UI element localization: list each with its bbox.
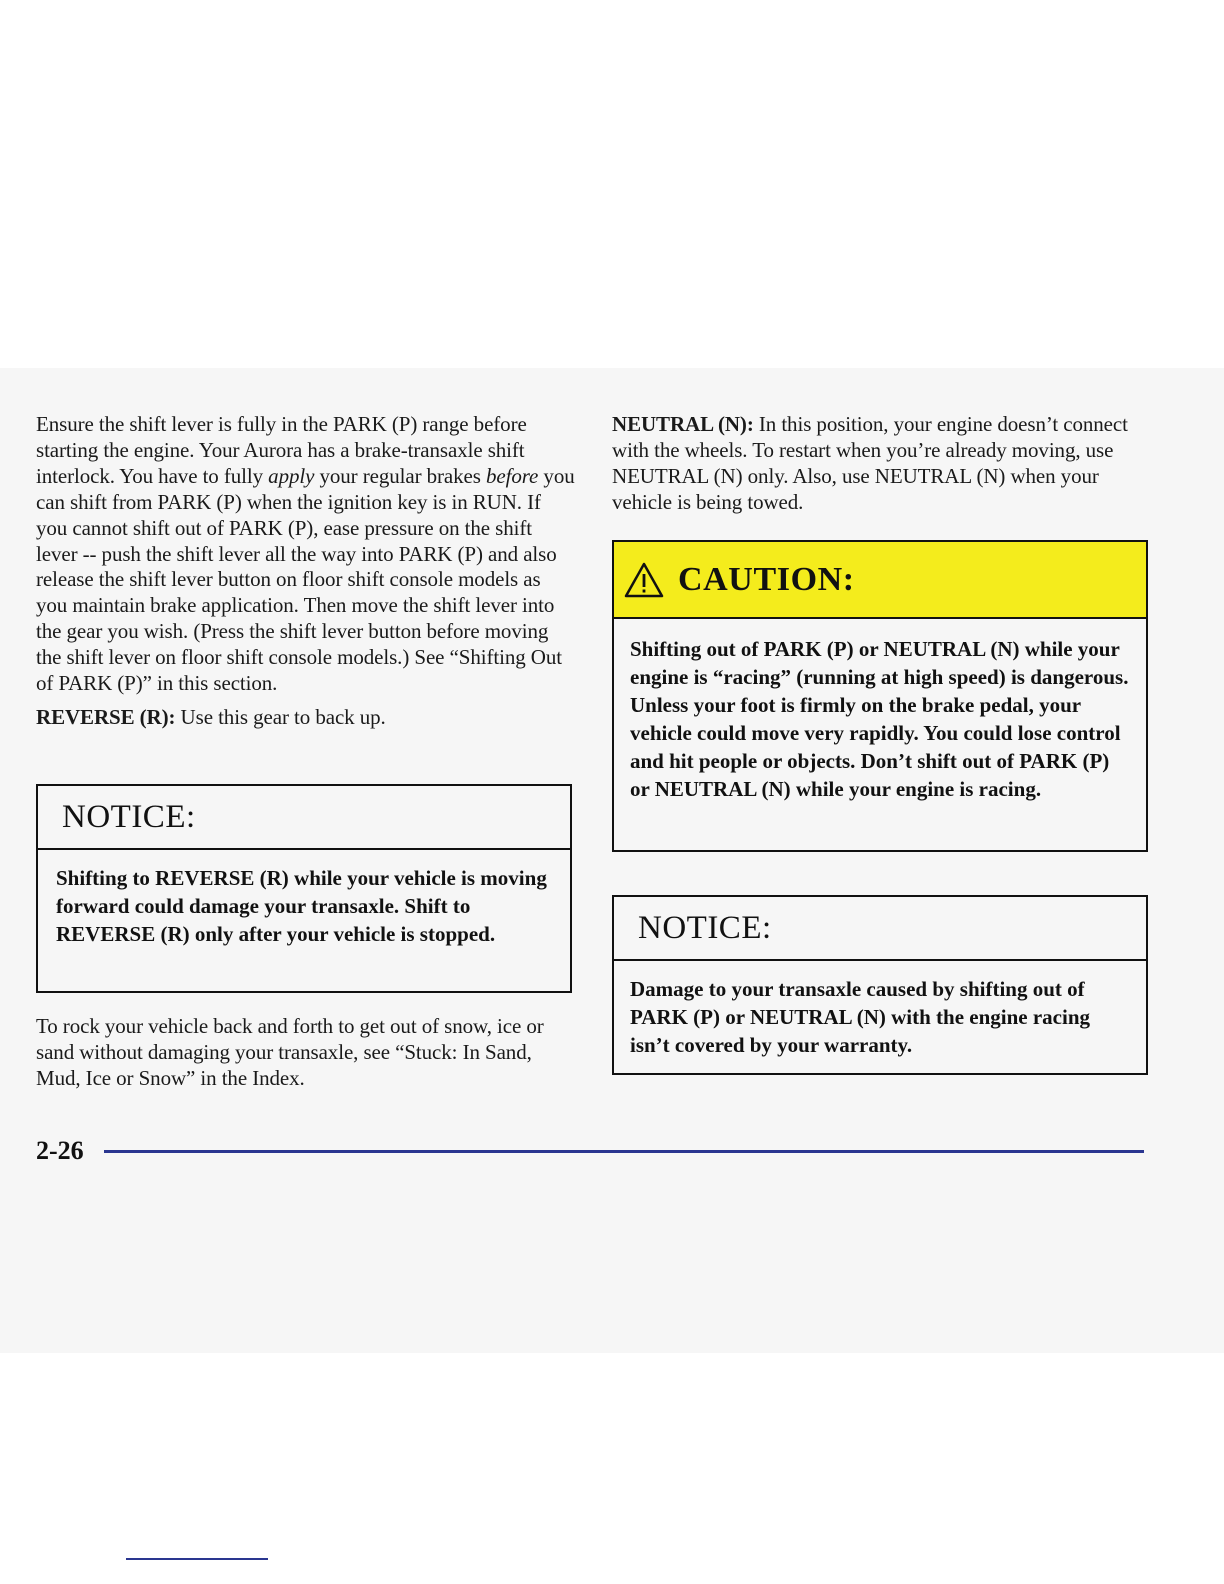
intro-rest-text: you can shift from PARK (P) when the ignition key is in RUN. If you cannot shift out of PARK (P), ease pressure on the shift lever -- push the shift lever all the way into PARK (P) and also release the shift lever button on floor shift console models as you maintain brake application. Then move the shift lever into the gear you wish. (Press the shift lever button before moving the shift lever on floor shift console models.) See “Shifting Out of PARK (P)” in this section. [36,463,575,696]
footer-rule [104,1150,1144,1153]
notice-box-reverse [36,784,572,993]
notice-title: NOTICE: [62,798,196,835]
right-column [612,412,1152,516]
caution-body: Shifting out of PARK (P) or NEUTRAL (N) while your engine is “racing” (running at high speed) is dangerous. Unless your foot is firmly on the brake pedal, your vehicle could move very rapidly. You could lose control and hit people or objects. Don’t shift out of PARK (P) or NEUTRAL (N) while your engine is racing. [630,637,1129,801]
intro-mid-text: your regular brakes [314,463,486,488]
notice-header [38,786,570,850]
reverse-label: REVERSE (R): [36,704,176,729]
caution-box [612,540,1148,852]
shift-lever-paragraph [36,412,576,697]
left-column [36,412,576,731]
intro-apply-italic: apply [268,463,315,488]
bottom-rule [126,1558,268,1560]
neutral-label: NEUTRAL (N): [612,412,754,436]
caution-title: CAUTION: [678,560,855,598]
rock-vehicle-paragraph: To rock your vehicle back and forth to get out of snow, ice or sand without damaging your transaxle, see “Stuck: In Sand, Mud, Ice or Snow” in the Index. [36,1014,544,1090]
page-number: 2-26 [36,1136,84,1165]
intro-before-italic: before [486,463,539,488]
notice-header [614,897,1146,961]
caution-header [614,542,1146,619]
notice-body: Damage to your transaxle caused by shifting out of PARK (P) or NEUTRAL (N) with the engine racing isn’t covered by your warranty. [630,977,1091,1057]
reverse-text: Use this gear to back up. [175,704,386,729]
notice-title: NOTICE: [638,909,772,946]
notice-box-warranty [612,895,1148,1075]
warning-triangle-icon [624,562,664,598]
reverse-paragraph [36,705,576,731]
neutral-paragraph [612,412,1152,516]
neutral-text: In this position, your engine doesn’t connect with the wheels. To restart when you’re already moving, use NEUTRAL (N) only. Also, use NEUTRAL (N) when your vehicle is being towed. [612,412,1128,514]
notice-body: Shifting to REVERSE (R) while your vehicle is moving forward could damage your transaxle. Shift to REVERSE (R) only after your vehicle is stopped. [56,866,547,946]
intro-text: Ensure the shift lever is fully in the PARK (P) range before starting the engine. Your Aurora has a brake-transaxle shift interlock. You have to fully [36,412,527,488]
